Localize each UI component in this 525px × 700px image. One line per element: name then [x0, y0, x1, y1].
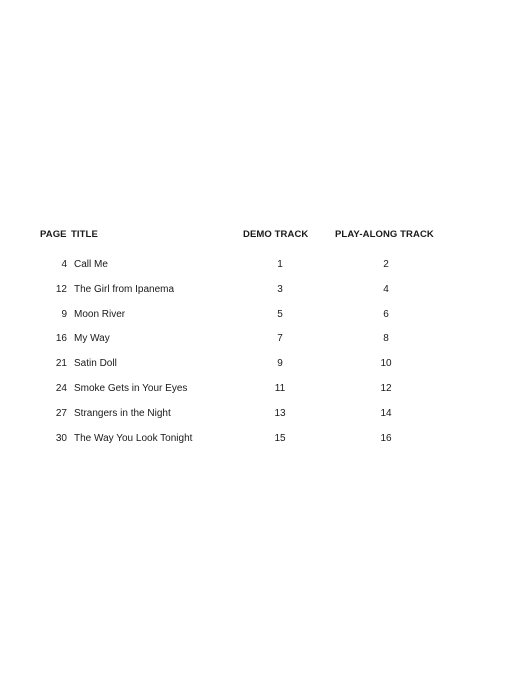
row-song-title: Moon River	[74, 308, 126, 320]
row-play-along-track: 2	[383, 259, 389, 270]
row-demo-track: 5	[277, 308, 283, 320]
row-demo-track: 1	[277, 259, 283, 270]
row-play-along-track: 6	[383, 308, 389, 320]
row-song-title: Smoke Gets in Your Eyes	[74, 382, 188, 394]
table-row	[0, 258, 525, 283]
row-song-title: The Girl from Ipanema	[74, 283, 175, 295]
table-row	[0, 283, 525, 308]
row-page-number: 16	[55, 333, 67, 345]
row-page-number: 4	[61, 259, 67, 270]
table-row	[0, 357, 525, 382]
row-play-along-track: 10	[380, 358, 392, 370]
table-row	[0, 332, 525, 357]
table-row	[0, 382, 525, 407]
table-header-row	[0, 228, 525, 258]
table-row	[0, 407, 525, 432]
header-demo-track: DEMO TRACK	[243, 229, 309, 240]
table-row	[0, 308, 525, 333]
header-play-along-track: PLAY-ALONG TRACK	[335, 229, 434, 240]
row-page-number: 30	[55, 432, 67, 444]
header-title: TITLE	[71, 229, 98, 240]
row-song-title: My Way	[74, 333, 110, 345]
row-play-along-track: 14	[380, 407, 392, 419]
row-song-title: Call Me	[74, 259, 108, 270]
row-play-along-track: 16	[380, 432, 392, 444]
row-song-title: Strangers in the Night	[74, 407, 171, 419]
row-page-number: 12	[55, 283, 67, 295]
row-demo-track: 15	[274, 432, 286, 444]
row-song-title: Satin Doll	[74, 358, 117, 370]
row-page-number: 27	[55, 407, 67, 419]
row-play-along-track: 8	[383, 333, 389, 345]
row-play-along-track: 12	[380, 382, 392, 394]
row-play-along-track: 4	[383, 283, 389, 295]
row-demo-track: 7	[277, 333, 283, 345]
row-demo-track: 13	[274, 407, 286, 419]
table-row	[0, 432, 525, 457]
header-page: PAGE	[40, 229, 67, 240]
row-page-number: 9	[61, 308, 67, 320]
row-page-number: 21	[55, 358, 67, 370]
row-page-number: 24	[55, 382, 67, 394]
row-demo-track: 11	[274, 382, 286, 394]
row-song-title: The Way You Look Tonight	[74, 432, 193, 444]
row-demo-track: 3	[277, 283, 283, 295]
contents-table	[0, 228, 525, 456]
row-demo-track: 9	[277, 358, 283, 370]
